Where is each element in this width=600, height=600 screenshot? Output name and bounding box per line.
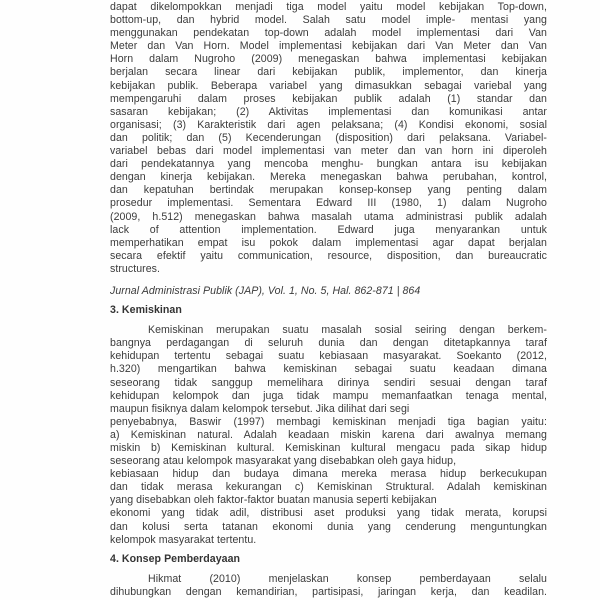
text-line: dengan kinerja kebijakan. Mereka menegaskan bahwa perubahan, kontrol,: [110, 171, 547, 184]
text-line: yang disebabkan oleh faktor-faktor buatan manusia seperti kebijakan: [110, 494, 437, 507]
text-line: kelompok masyarakat tertentu.: [110, 533, 257, 546]
text-line: miskin b) Kemiskinan kultural. Kemiskinan kultural mengacu pada sikap hidup: [110, 442, 547, 454]
text-line: bangnya perdagangan di seluruh dunia dan dengan ditetapkannya taraf: [110, 337, 547, 350]
section-3-heading: 3. Kemiskinan: [110, 304, 182, 317]
text-line: dapat dikelompokkan menjadi tiga model yaitu model kebijakan Top-down,: [110, 1, 547, 13]
text-line: dan kepatuhan bertindak merupakan konsep-konsep yang penting dalam: [110, 184, 547, 197]
text-line: h.320) mengartikan bahwa kemiskinan sebagai suatu keadaan dimana: [110, 363, 547, 376]
text-line: prosedur implementasi. Sementara Edward III (1980, 1) dalam Nugroho: [110, 197, 547, 210]
kemiskinan-paragraph: [110, 324, 547, 547]
text-line: Meter dan Van Horn. Model implementasi kebijakan dari Van Meter dan Van: [110, 40, 547, 53]
text-line: mempengaruhi dalam proses kebijakan publik adalah (1) standar dan: [110, 92, 547, 105]
text-line: a) Kemiskinan natural. Adalah keadaan miskin karena dari awalnya memang: [110, 428, 547, 441]
text-line: Hikmat (2010) menjelaskan konsep pemberdayaan selalu: [148, 572, 547, 585]
section-4-heading: 4. Konsep Pemberdayaan: [110, 552, 241, 565]
text-line: ekonomi yang tidak adil, distribusi aset produksi yang tidak merata, korupsi: [110, 507, 547, 520]
text-line: sasaran kebijakan; (2) Aktivitas implementasi dan komunikasi antar: [110, 105, 547, 118]
text-line: structures.: [110, 262, 161, 275]
text-line: penyebabnya, Baswir (1997) membagi kemiskinan menjadi tiga bagian yaitu:: [110, 415, 547, 428]
text-line: seseorang tidak sanggup memelihara dirinya sendiri sesuai dengan taraf: [110, 376, 547, 389]
text-line: memperhatikan empat isu pokok dalam implementasi agar dapat berjalan: [110, 236, 547, 249]
text-line: kebiasaan hidup dan budaya dimana mereka merasa hidup berkecukupan: [110, 468, 547, 481]
text-line: dan politik; dan (5) Kecenderungan (disposition) dari pelaksana. Variabel-: [110, 131, 547, 144]
text-line: menggunakan pendekatan top-down adalah model implementasi dari Van: [110, 27, 547, 40]
implementation-models-paragraph: [110, 1, 547, 276]
text-line: kebijakan publik. Beberapa variabel yang dimasukkan sebagai variebal yang: [110, 79, 547, 92]
text-line: dan kolusi serta tatanan ekonomi dunia yang cenderung menguntungkan: [110, 520, 547, 533]
text-line: dari pendekatannya yang mencoba menghu- bungkan antara isu kebijakan: [110, 158, 547, 171]
text-line: dihubungkan dengan kemandirian, partisipasi, jaringan kerja, dan keadilan.: [110, 585, 547, 598]
pemberdayaan-paragraph: [110, 573, 547, 599]
text-line: variabel bebas dari model implementasi van meter dan van horn ini diperoleh: [110, 145, 547, 158]
text-line: kehidupan kelompok dan juga tidak mampu memanfaatkan tenaga mental,: [110, 389, 547, 402]
text-line: dan tidak merasa kekurangan c) Kemiskinan Struktural. Adalah kemiskinan: [110, 481, 547, 494]
text-line: maupun fisiknya dalam kelompok tersebut. Jika dilihat dari segi: [110, 402, 410, 415]
text-line: organisasi; (3) Karakteristik dari agen pelaksana; (4) Kondisi ekonomi, sosial: [110, 118, 547, 131]
text-line: (2009, h.512) menegaskan bahwa masalah utama administrasi publik adalah: [110, 210, 547, 223]
text-line: Kemiskinan merupakan suatu masalah sosial seiring dengan berkem-: [148, 324, 547, 337]
text-line: Horn dalam Nugroho (2009) menegaskan bahwa implementasi kebijakan: [110, 53, 547, 66]
text-line: seseorang atau kelompok masyarakat yang disebabkan oleh gaya hidup,: [110, 455, 457, 468]
text-line: berjalan secara linear dari kebijakan publik, implementor, dan kinerja: [110, 66, 547, 79]
journal-footer-citation: Jurnal Administrasi Publik (JAP), Vol. 1, No. 5, Hal. 862-871 | 864: [110, 284, 421, 297]
text-line: secara efektif yaitu communication, resource, disposition, dan bureaucratic: [110, 249, 547, 262]
document-text-column: [110, 1, 547, 599]
text-line: lack of attention implementation. Edward juga menyarankan untuk: [110, 223, 547, 236]
text-line: bottom-up, dan hybrid model. Salah satu model imple- mentasi yang: [110, 14, 547, 27]
text-line: kehidupan tertentu sebagai suatu kebiasaan masyarakat. Soekanto (2012,: [110, 350, 547, 363]
